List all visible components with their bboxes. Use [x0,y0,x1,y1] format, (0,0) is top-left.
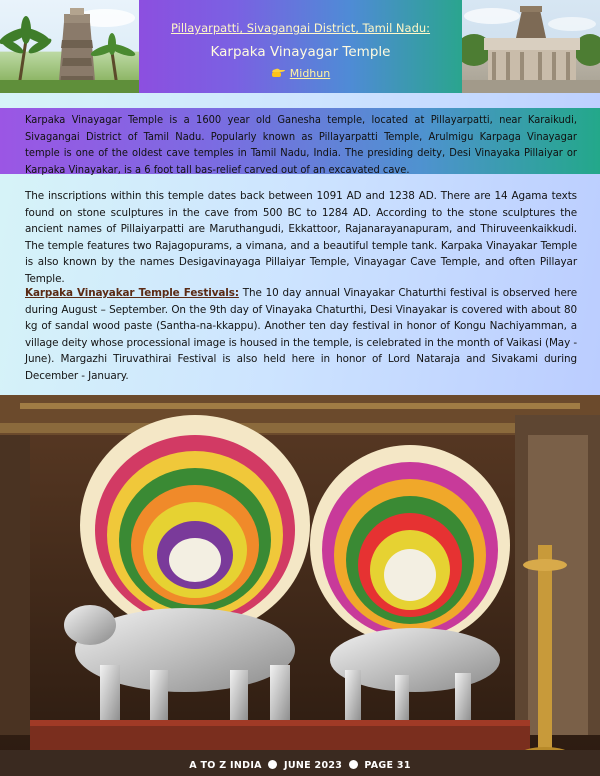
history-paragraph: The inscriptions within this temple dates back between 1091 AD and 1238 AD. There are 14 Agama texts found on stone sculptures in the cave from 500 BC to 1284 AD. According to the stone sculptures the ancient names of Pillaiyarpatti are Maruthangudi, Ekkattoor, Rajanarayanapuram, and Thiruveenkaikkudi. The temple features two Rajagopurams, a vimana, and a beautiful temple tank. Karpaka Vinayakar Temple is also known by the names Desigavinayaga Pillaiyar Temple, Vinayagar Cave Temple, and often Pillayar Temple. [25,190,577,285]
temple-entrance-photo [462,0,600,93]
article-author [139,67,462,80]
article-header [0,0,600,93]
article-location: Pillayarpatti, Sivagangai District, Tamil Nadu: [170,21,431,35]
temple-gopuram-photo [0,0,139,93]
page-footer [0,760,600,771]
magazine-name: A TO Z INDIA [189,760,262,771]
festivals-paragraph [25,285,577,385]
festivals-heading: Karpaka Vinayakar Temple Festivals: [25,287,239,299]
page-number: PAGE 31 [364,760,411,771]
separator-dot-icon [268,760,277,769]
issue-date: JUNE 2023 [284,760,343,771]
festivals-text: The 10 day annual Vinayakar Chaturthi festival is observed here during August – September. On the 9th day of Vinayaka Chaturthi, Desi Vinayakar is covered with about 80 kg of sandal wood paste (Santha-na-kkappu). Another ten day festival in honor of Kongu Nachiyamman, a village deity whose processional image is housed in the temple, is celebrated in the month of Vaikasi (May - June). Margazhi Tiruvathirai Festival is also held here in honor of Lord Nataraja and Sivakami during December - January. [25,287,577,382]
pointing-hand-icon [271,67,286,78]
author-name: Midhun [289,67,331,80]
intro-paragraph: Karpaka Vinayagar Temple is a 1600 year old Ganesha temple, located at Pillayarpatti, near Karaikudi, Sivagangai District of Tamil Nadu. Popularly known as Pillayarpatti Temple, Arulmigu Karpaga Vinayagar temple is one of the oldest cave temples in Tamil Nadu, India. The presiding deity, Desi Vinayaka Pillaiyar or Karpaka Vinayakar, is a 6 foot tall bas-relief carved out of an excavated cave. [25,113,577,176]
article-title: Karpaka Vinayagar Temple [210,44,391,60]
header-title-block [139,0,462,93]
separator-dot-icon [349,760,358,769]
festival-vahana-photo [0,395,600,776]
